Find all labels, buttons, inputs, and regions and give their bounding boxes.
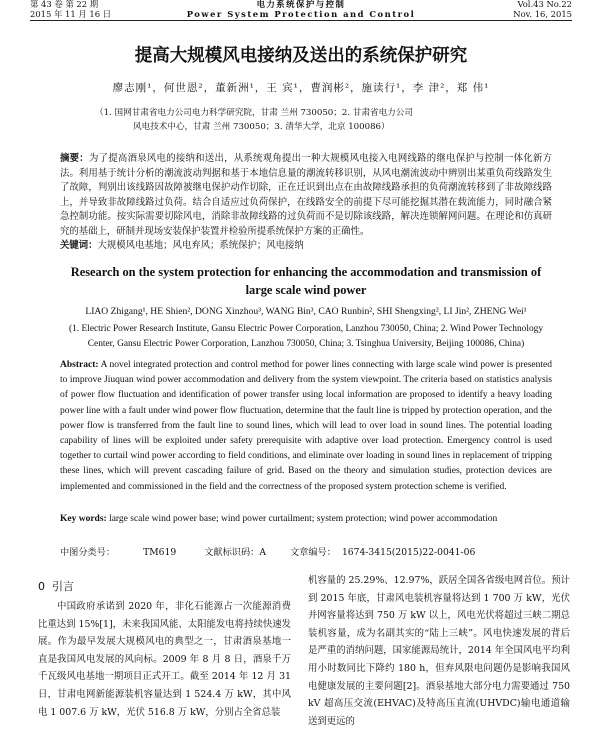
abstract-en-text: A novel integrated protection and control method for power lines connecting with large scale wind power is presented to improve Jiuquan wind power accommodation and delivery from the system viewpoint. The criteria based on statistics analysis of power flow fluctuation and identification of power transfer using local information are proposed to identify a heavy loading power line with a fault under wind power flow fluctuation, determine that the fault line is tripped by protection operation, and the power flow is transferred from the fault line to sound lines, which will lead to over load in sound lines. The potential loading capability of lines will be exploited under safety prerequisite with adaptive over load protection. Emergency control is used together to curtail wind power according to field conditions, and eliminate over loading in sound lines in replacement of tripping these lines, which will prevent cascading failure of grid. Based on the theory and simulation studies, protection devices are implemented and commissioned in the field and the correctness of the proposed system protection scheme is verified.	[60, 360, 553, 492]
keywords-cn: 关键词：大规模风电基地；风电弃风；系统保护；风电接纳	[60, 240, 304, 251]
affiliations-cn: （1. 国网甘肃省电力公司电力科学研究院，甘肃 兰州 730050；2. 甘肃省电力公司 风电技术中心，甘肃 兰州 730050；3. 清华大学，北京 100086）	[95, 108, 413, 132]
header-volume-cn: 第 43 卷 第 22 期 2015 年 11 月 16 日	[30, 0, 112, 19]
journal-name-en: Power System Protection and Control	[186, 8, 416, 19]
article-number: 文章编号： 1674-3415(2015)22-0041-06	[290, 547, 476, 558]
abstract-cn-label: 摘要：	[60, 153, 89, 164]
running-header	[30, 0, 572, 21]
header-journal	[30, 0, 572, 19]
keywords-en-label: Key words:	[60, 514, 107, 524]
keywords-cn-label: 关键词：	[60, 240, 98, 251]
paper-title-cn: 提高大规模风电接纳及送出的系统保护研究	[134, 46, 468, 66]
header-volume-en: Vol.43 No.22 Nov. 16, 2015	[513, 0, 572, 19]
journal-name-cn: 电力系统保护与控制	[256, 0, 346, 9]
abstract-en	[60, 358, 552, 495]
section-heading-intro: 0 引言	[38, 580, 74, 593]
keywords-en: Key words: large scale wind power base; wind power curtailment; system protection; wind power accommodation	[60, 514, 498, 524]
affiliations-en: (1. Electric Power Research Institute, Gansu Electric Power Corporation, Lanzhou 730050, China; 2. Wind Power Technology Center, Gansu Electric Power Corporation, Lanzhou 730050, China; 3. Tsinghua University, Beijing 100086, China)	[68, 324, 544, 349]
abstract-cn-text: 为了提高酒泉风电的接纳和送出，从系统观角提出一种大规模风电接入电网线路的继电保护与控制一体化新方法。利用基于统计分析的潮流波动判据和基于本地信息量的潮流转移识别，从风电潮流波动中辨别出某重负荷线路发生了故障，判别出该线路因故障被继电保护动作切除，正在迁识到出点在由故障线路承担的负荷潮流转移到了非故障线路上，并导致非故障线路过负荷。结合自适应过负荷保护，在线路安全的前提下尽可能挖掘其潜在载流能力，同时融合紧急控制功能。按实际需要切除风电，消除非故障线路的过负荷而不是切除该线路，解决连锁解网问题。在理论和仿真研究的基础上，研制并现场安装保护装置并检验所提系统保护方案的正确性。	[60, 153, 552, 237]
authors-en: LIAO Zhigang¹, HE Shien², DONG Xinzhou³, WANG Bin³, CAO Runbin², SHI Shengxing², LI Jin², ZHENG Wei¹	[85, 306, 527, 317]
abstract-cn	[60, 152, 552, 240]
body-column-right: 机容量的 25.29%、12.97%，跃居全国各省级电网首位。预计到 2015 年底，甘肃风电装机容量将达到 1 700 万 kW，光伏并网容量将达到 750 万 kW 以上，风电光伏将超过三峡二期总装机容量，成为名副其实的“陆上三峡”。风电快速发展的背后是严重的消纳问题，国家能源局统计，2014 年全国风电平均利用小时数同比下降约 180 h，但弃风限电问题仍是影响我国风电健康发展的主要问题[2]。酒泉基地大部分电力需要通过 750 kV 超高压交流(EHVAC)及特高压直流(UHVDC)输电通道输送到更远的	[308, 575, 570, 727]
classification-number: 中图分类号： TM619 文献标识码：A	[60, 547, 266, 558]
body-column-left: 中国政府承诺到 2020 年，非化石能源占一次能源消费比重达到 15%[1]，未来我国风能、太阳能发电将持续快速发展。作为最早发展大规模风电的典型之一，甘肃酒泉基地一直是我国风电发展的风向标。2009 年 8 月 8 日，酒泉千万千瓦级风电基地一期项目正式开工。截至 2014 年 12 月 31 日，甘肃电网新能源装机容量达到 1 524.4 万 kW，其中风电 1 007.6 万 kW，光伏 516.8 万 kW，分别占全省总装	[38, 601, 291, 718]
abstract-en-label: Abstract:	[60, 360, 99, 370]
paper-title-en: Research on the system protection for enhancing the accommodation and transmission of large scale wind power	[70, 265, 542, 297]
authors-cn: 廖志刚¹，何世恩²，董新洲¹，王 宾¹，曹润彬²，施读行¹，李 津²，郑 伟¹	[112, 82, 490, 94]
